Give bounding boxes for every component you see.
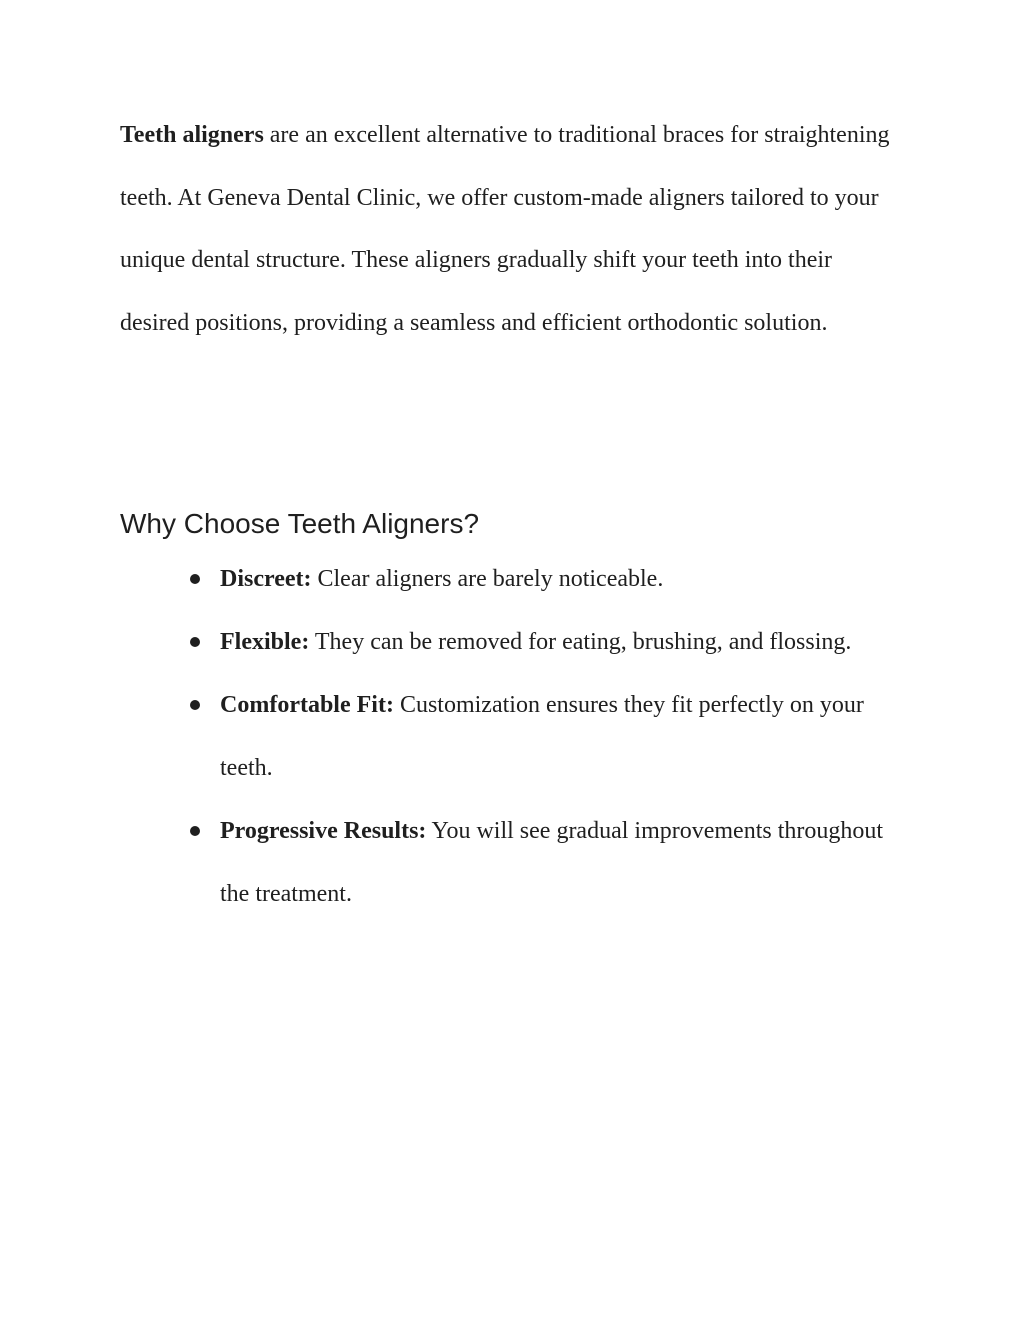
list-item [220, 674, 900, 800]
list-item-term: Flexible: [220, 629, 310, 655]
list-item [220, 548, 900, 611]
intro-text: are an excellent alternative to traditional braces for straightening teeth. At Geneva Dental Clinic, we offer custom-made aligners tailored to your unique dental structure. These aligners gradually shift your teeth into their desired positions, providing a seamless and efficient orthodontic solution. [120, 122, 890, 336]
bullet-icon [190, 826, 200, 836]
section-heading: Why Choose Teeth Aligners? [120, 508, 480, 539]
intro-lead: Teeth aligners [120, 122, 264, 148]
bullet-icon [190, 637, 200, 647]
bullet-icon [190, 700, 200, 710]
list-item-text: They can be removed for eating, brushing, and flossing. [309, 629, 852, 655]
list-item [220, 611, 900, 674]
list-item-term: Discreet: [220, 566, 312, 592]
list-item-term: Comfortable Fit: [220, 692, 394, 718]
list-item-text: Customization ensures they fit perfectly on your teeth. [220, 692, 864, 781]
benefits-list [220, 548, 900, 926]
list-item-text: Clear aligners are barely noticeable. [311, 566, 664, 592]
list-item-term: Progressive Results: [220, 818, 427, 844]
list-item [220, 800, 900, 926]
bullet-icon [190, 574, 200, 584]
list-item-text: You will see gradual improvements throughout the treatment. [220, 818, 884, 907]
intro-paragraph [120, 104, 900, 354]
